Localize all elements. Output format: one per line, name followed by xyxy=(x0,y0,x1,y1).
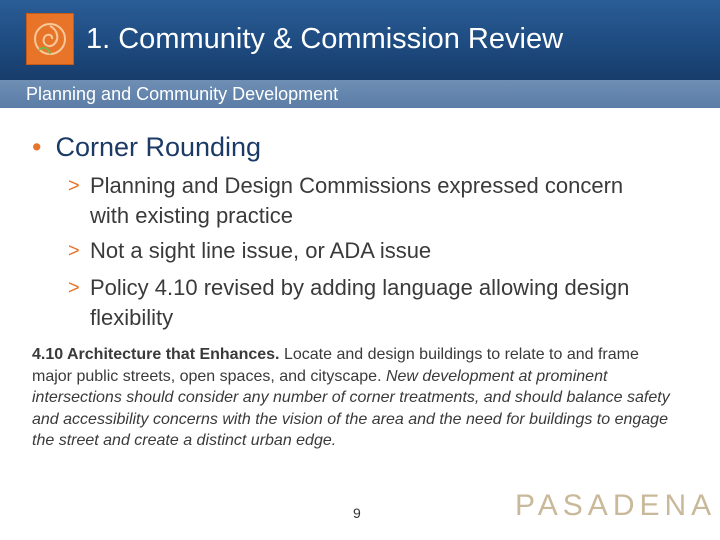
sub-bullet xyxy=(68,171,668,231)
policy-italic-text: New development at prominent intersections should consider any number of corner treatments, and should balance safety and accessibility concerns with the vision of the area and the need for buildings to engage the street and create a distinct urban edge. xyxy=(32,367,670,450)
sub-bullet xyxy=(68,236,668,266)
header-bar xyxy=(0,0,720,80)
department-name: Planning and Community Development xyxy=(26,84,339,104)
policy-excerpt xyxy=(32,344,682,452)
sub-bullet-text: Not a sight line issue, or ADA issue xyxy=(90,238,432,263)
slide-title: 1. Community & Commission Review xyxy=(86,23,564,55)
subheader-bar xyxy=(0,80,720,108)
sub-bullet xyxy=(68,273,668,333)
policy-heading: 4.10 Architecture that Enhances. xyxy=(32,346,280,363)
sub-bullet-text: Planning and Design Commissions expressed concern with existing practice xyxy=(90,173,624,228)
page-number: 9 xyxy=(353,505,361,521)
rose-logo-icon xyxy=(26,13,74,65)
chevron-right-icon: > xyxy=(68,175,80,197)
bullet-dot-icon: • xyxy=(32,132,42,162)
pasadena-brand-logo: PASADENA xyxy=(515,489,717,522)
chevron-right-icon: > xyxy=(68,240,80,262)
sub-bullet-text: Policy 4.10 revised by adding language allowing design flexibility xyxy=(90,275,630,330)
main-bullet xyxy=(32,131,261,163)
chevron-right-icon: > xyxy=(68,277,80,299)
main-bullet-text: Corner Rounding xyxy=(55,132,262,162)
policy-text: Locate and design buildings to relate to and frame major public streets, open spaces, and cityscape. xyxy=(32,346,639,385)
